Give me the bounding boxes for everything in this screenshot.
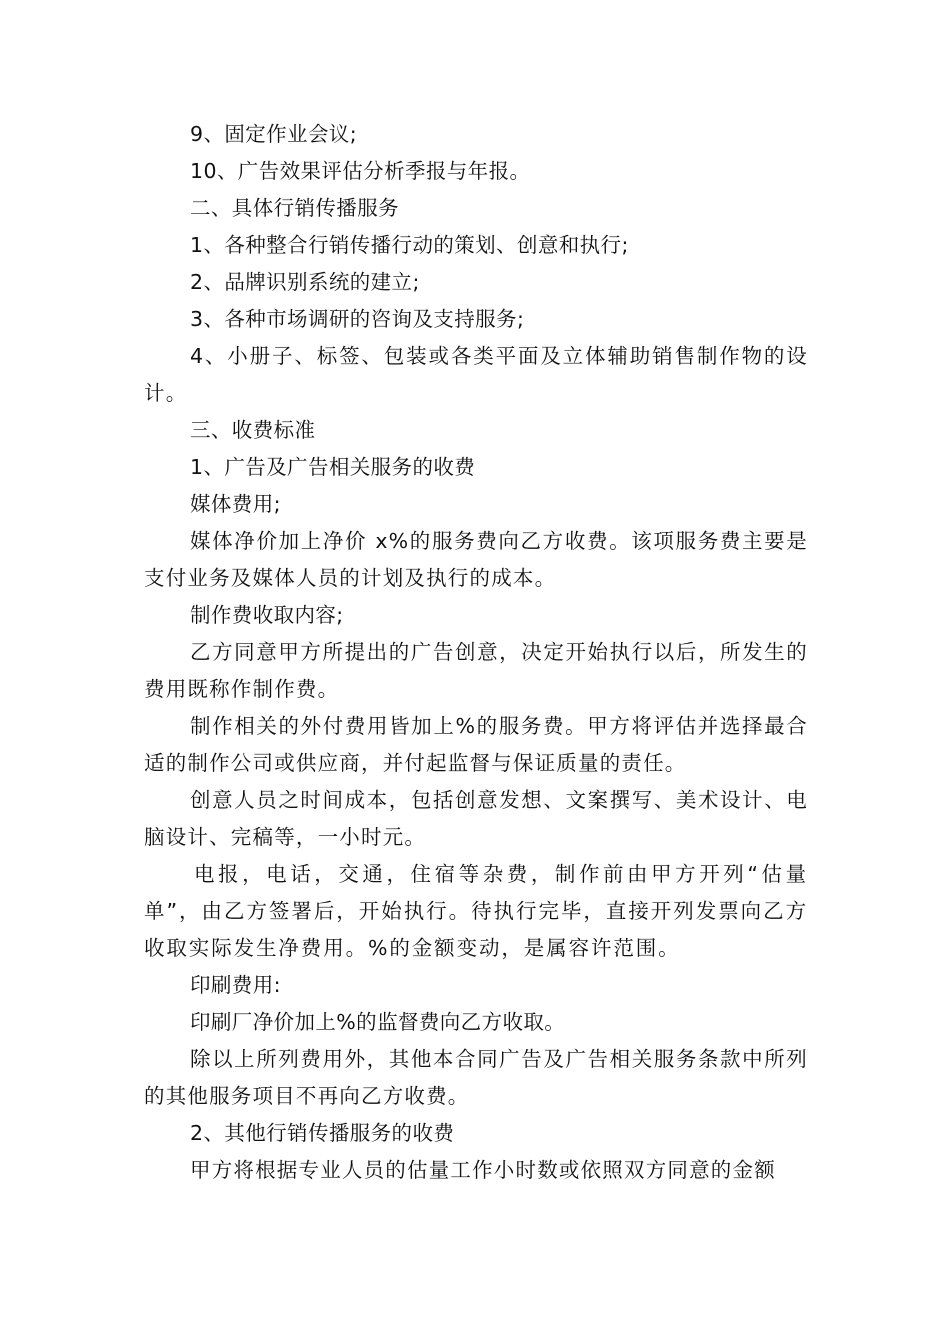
paragraph-fee-1: 1、广告及广告相关服务的收费 [190, 455, 476, 479]
paragraph-no-other-fees: 除以上所列费用外，其他本合同广告及广告相关服务条款中所列的其他服务项目不再向乙方收费。 [144, 1047, 808, 1108]
paragraph-printing-fee: 印刷厂净价加上%的监督费向乙方收取。 [190, 1010, 566, 1034]
paragraph-other-service-fee: 甲方将根据专业人员的估量工作小时数或依照双方同意的金额 [190, 1158, 776, 1182]
document-body [144, 116, 808, 1189]
paragraph-media-fee: 媒体净价加上净价 x%的服务费向乙方收费。该项服务费主要是支付业务及媒体人员的计划及执行的成本。 [144, 529, 808, 590]
section-heading-3: 三、收费标准 [190, 418, 316, 442]
paragraph-printing-fee-label: 印刷费用: [190, 973, 281, 997]
section-heading-2: 二、具体行销传播服务 [190, 196, 399, 220]
paragraph-service-3: 3、各种市场调研的咨询及支持服务; [190, 307, 525, 331]
paragraph-service-2: 2、品牌识别系统的建立; [190, 270, 420, 294]
paragraph-item-9: 9、固定作业会议; [190, 122, 358, 146]
paragraph-service-4: 4、小册子、标签、包装或各类平面及立体辅助销售制作物的设计。 [144, 344, 808, 405]
paragraph-service-1: 1、各种整合行销传播行动的策划、创意和执行; [190, 233, 629, 257]
paragraph-media-fee-label: 媒体费用; [190, 492, 281, 516]
paragraph-production-fee-label: 制作费收取内容; [190, 603, 344, 627]
paragraph-item-10: 10、广告效果评估分析季报与年报。 [190, 159, 531, 183]
paragraph-misc-expenses: 电报，电话，交通，住宿等杂费，制作前由甲方开列“估量单”，由乙方签署后，开始执行。待执行完毕，直接开列发票向乙方收取实际发生净费用。%的金额变动，是属容许范围。 [144, 862, 808, 960]
paragraph-outsourcing-fee: 制作相关的外付费用皆加上%的服务费。甲方将评估并选择最合适的制作公司或供应商，并付起监督与保证质量的责任。 [144, 714, 808, 775]
paragraph-production-fee: 乙方同意甲方所提出的广告创意，决定开始执行以后，所发生的费用既称作制作费。 [144, 640, 808, 701]
paragraph-creative-time: 创意人员之时间成本，包括创意发想、文案撰写、美术设计、电脑设计、完稿等，一小时元。 [144, 788, 808, 849]
paragraph-fee-2: 2、其他行销传播服务的收费 [190, 1121, 455, 1145]
